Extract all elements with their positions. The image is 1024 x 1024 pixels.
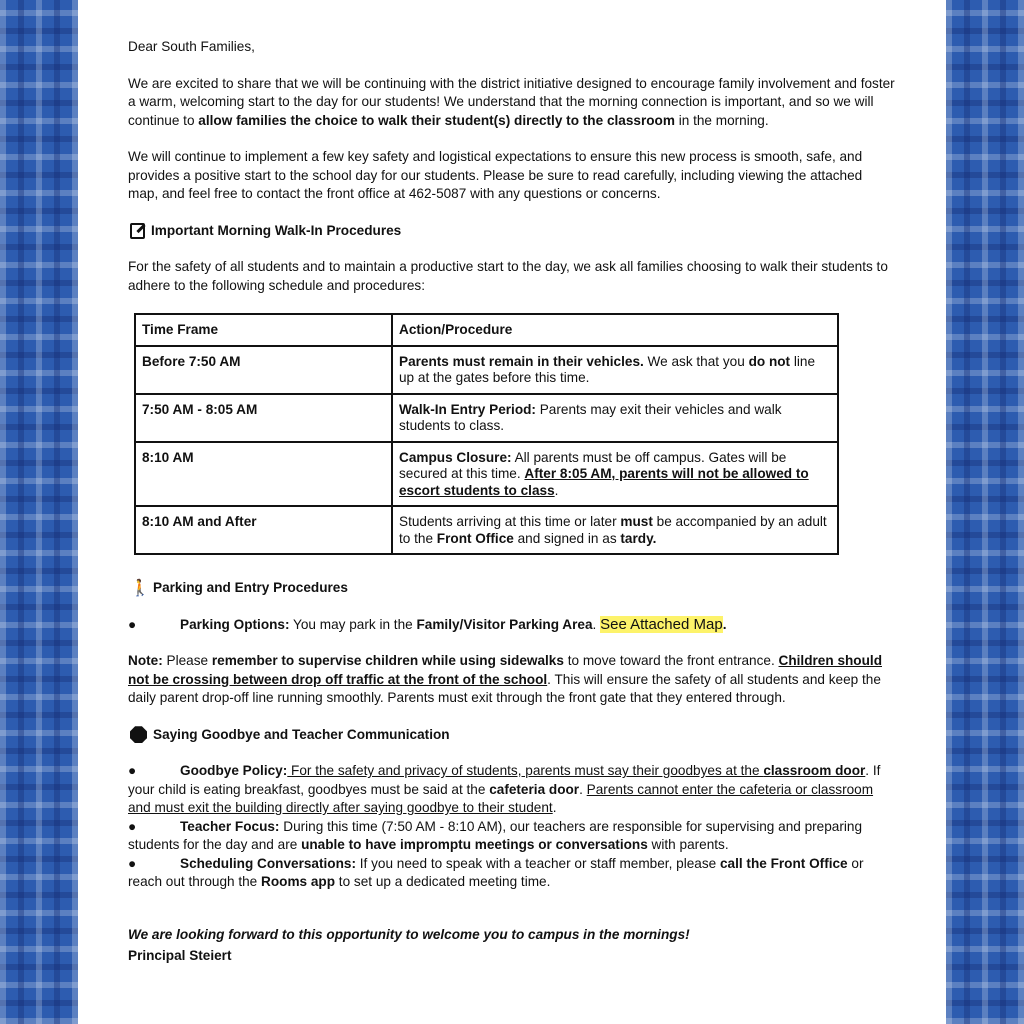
table-row bbox=[135, 346, 838, 394]
time-cell: 8:10 AM and After bbox=[135, 506, 392, 554]
text-bold: must bbox=[620, 514, 653, 529]
text: . bbox=[592, 616, 601, 632]
text: . bbox=[554, 482, 559, 498]
time-cell: 7:50 AM - 8:05 AM bbox=[135, 394, 392, 442]
text-bold: Parking Options: bbox=[180, 616, 290, 632]
text: . bbox=[552, 800, 557, 815]
attached-map-highlight: See Attached Map bbox=[600, 615, 723, 633]
text: We are excited to share that we will be continuing with the district initiative designed to encourage family involvement and foster a warm, welcoming start to the day for our students! We understand that the morning connection is important, and so we will continue to bbox=[128, 75, 895, 128]
text: Students arriving at this time or later bbox=[399, 514, 621, 529]
text-bold-underline: After 8:05 AM, parents will not be allowed to escort students to class bbox=[399, 466, 809, 498]
section-heading-goodbye bbox=[130, 726, 896, 745]
text-bold: Family/Visitor Parking Area bbox=[416, 616, 593, 632]
time-cell: 8:10 AM bbox=[135, 442, 392, 507]
bullet-dot: ● bbox=[128, 616, 137, 632]
bullet-dot: ● bbox=[128, 818, 137, 834]
scheduling-bullet bbox=[128, 855, 896, 892]
bullet-dot: ● bbox=[128, 763, 137, 778]
text-bold: Goodbye Policy: bbox=[180, 763, 288, 778]
closing-line: We are looking forward to this opportunity to welcome you to campus in the mornings! bbox=[128, 926, 690, 942]
text: in the morning. bbox=[674, 112, 769, 128]
parking-bullet bbox=[128, 616, 896, 635]
text: Parents may exit their vehicles and walk students to class. bbox=[399, 401, 782, 433]
text: . bbox=[579, 781, 587, 797]
text: You may park in the bbox=[289, 616, 417, 632]
table-row bbox=[135, 506, 838, 554]
goodbye-bullets bbox=[128, 762, 896, 892]
text-bold-underline: classroom door bbox=[763, 763, 866, 778]
text: to set up a dedicated meeting time. bbox=[335, 874, 551, 889]
section-heading-walk-in bbox=[130, 222, 896, 241]
text-bold: Front Office bbox=[436, 530, 514, 546]
text: If you need to speak with a teacher or staff member, please bbox=[356, 855, 720, 871]
section-title: Parking and Entry Procedures bbox=[153, 580, 348, 595]
memo-icon bbox=[130, 223, 145, 239]
time-cell: Before 7:50 AM bbox=[135, 346, 392, 394]
action-cell bbox=[392, 394, 838, 442]
stop-sign-icon bbox=[130, 726, 147, 743]
section-title: Important Morning Walk-In Procedures bbox=[151, 222, 402, 238]
table-row bbox=[135, 442, 838, 507]
text: Please bbox=[162, 653, 212, 668]
text: and signed in as bbox=[513, 530, 621, 546]
table-row bbox=[135, 394, 838, 442]
procedures-table bbox=[134, 313, 839, 555]
section-title: Saying Goodbye and Teacher Communication bbox=[153, 726, 450, 742]
text: line up at the gates before this time. bbox=[399, 353, 816, 385]
header-action: Action/Procedure bbox=[392, 314, 838, 346]
plaid-border-left bbox=[0, 0, 78, 1024]
plaid-border-right bbox=[946, 0, 1024, 1024]
text-bold: Scheduling Conversations: bbox=[180, 855, 356, 871]
letter-page bbox=[78, 0, 946, 1024]
action-cell bbox=[392, 442, 838, 507]
text-bold: allow families the choice to walk their student(s) directly to the classroom bbox=[198, 112, 675, 128]
bullet-text bbox=[180, 616, 726, 635]
table-header-row bbox=[135, 314, 838, 346]
text-bold: do not bbox=[748, 353, 791, 369]
text: be accompanied by an adult to the bbox=[399, 514, 827, 546]
text-bold: cafeteria door bbox=[489, 781, 580, 797]
text-bold: Campus Closure: bbox=[399, 449, 512, 465]
text-bold: Walk-In Entry Period: bbox=[399, 401, 536, 417]
text-underline: Parents cannot enter the cafeteria or classroom and must exit the building directly after saying goodbye to their student bbox=[128, 781, 874, 815]
text-bold: Parents must remain in their vehicles. bbox=[399, 353, 644, 369]
action-cell bbox=[392, 346, 838, 394]
intro-paragraph-2: We will continue to implement a few key safety and logistical expectations to ensure this new process is smooth, safe, and provides a positive start to the school day for our students. Please be sure to read carefully, including viewing the attached map, and feel free to contact the front office at 462-5087 with any questions or concerns. bbox=[128, 149, 863, 201]
text-bold: call the Front Office bbox=[719, 855, 848, 871]
text: with parents. bbox=[647, 837, 729, 852]
text-bold-underline: Children should not be crossing between drop off traffic at the front of the school bbox=[128, 653, 882, 687]
text-bold: Teacher Focus: bbox=[180, 818, 280, 834]
text-bold: . bbox=[722, 616, 727, 632]
text-underline: For the safety and privacy of students, parents must say their goodbyes at the bbox=[287, 763, 764, 778]
text: During this time (7:50 AM - 8:10 AM), our teachers are responsible for supervising and preparing students for the day and are bbox=[128, 818, 863, 852]
text: . This will ensure the safety of all students and keep the daily parent drop-off line running smoothly. Parents must exit through the front gate that they entered through. bbox=[128, 671, 881, 705]
text-bold: Note: bbox=[128, 653, 163, 668]
walking-person-icon: 🚶 bbox=[130, 579, 150, 597]
text: All parents must be off campus. Gates will be secured at this time. bbox=[399, 449, 787, 481]
section1-intro: For the safety of all students and to maintain a productive start to the day, we ask all families choosing to walk their students to adhere to the following schedule and procedures: bbox=[128, 259, 888, 293]
parking-note bbox=[128, 652, 896, 708]
text: to move toward the front entrance. bbox=[563, 653, 779, 668]
bullet-dot: ● bbox=[128, 855, 137, 871]
text: We ask that you bbox=[643, 353, 749, 369]
text-bold: unable to have impromptu meetings or conversations bbox=[301, 837, 648, 852]
action-cell bbox=[392, 506, 838, 554]
text-bold: Rooms app bbox=[261, 874, 336, 889]
teacher-focus-bullet bbox=[128, 818, 896, 855]
intro-paragraph-1 bbox=[128, 75, 896, 131]
section-heading-parking bbox=[130, 579, 896, 598]
text-bold: tardy. bbox=[620, 530, 657, 546]
goodbye-policy-bullet bbox=[128, 762, 896, 818]
text-bold: remember to supervise children while using sidewalks bbox=[211, 653, 564, 668]
signature: Principal Steiert bbox=[128, 948, 232, 963]
text: . If your child is eating breakfast, goodbyes must be said at the bbox=[128, 763, 881, 797]
text: or reach out through the bbox=[128, 855, 864, 889]
greeting: Dear South Families, bbox=[128, 39, 255, 54]
header-time-frame: Time Frame bbox=[135, 314, 392, 346]
